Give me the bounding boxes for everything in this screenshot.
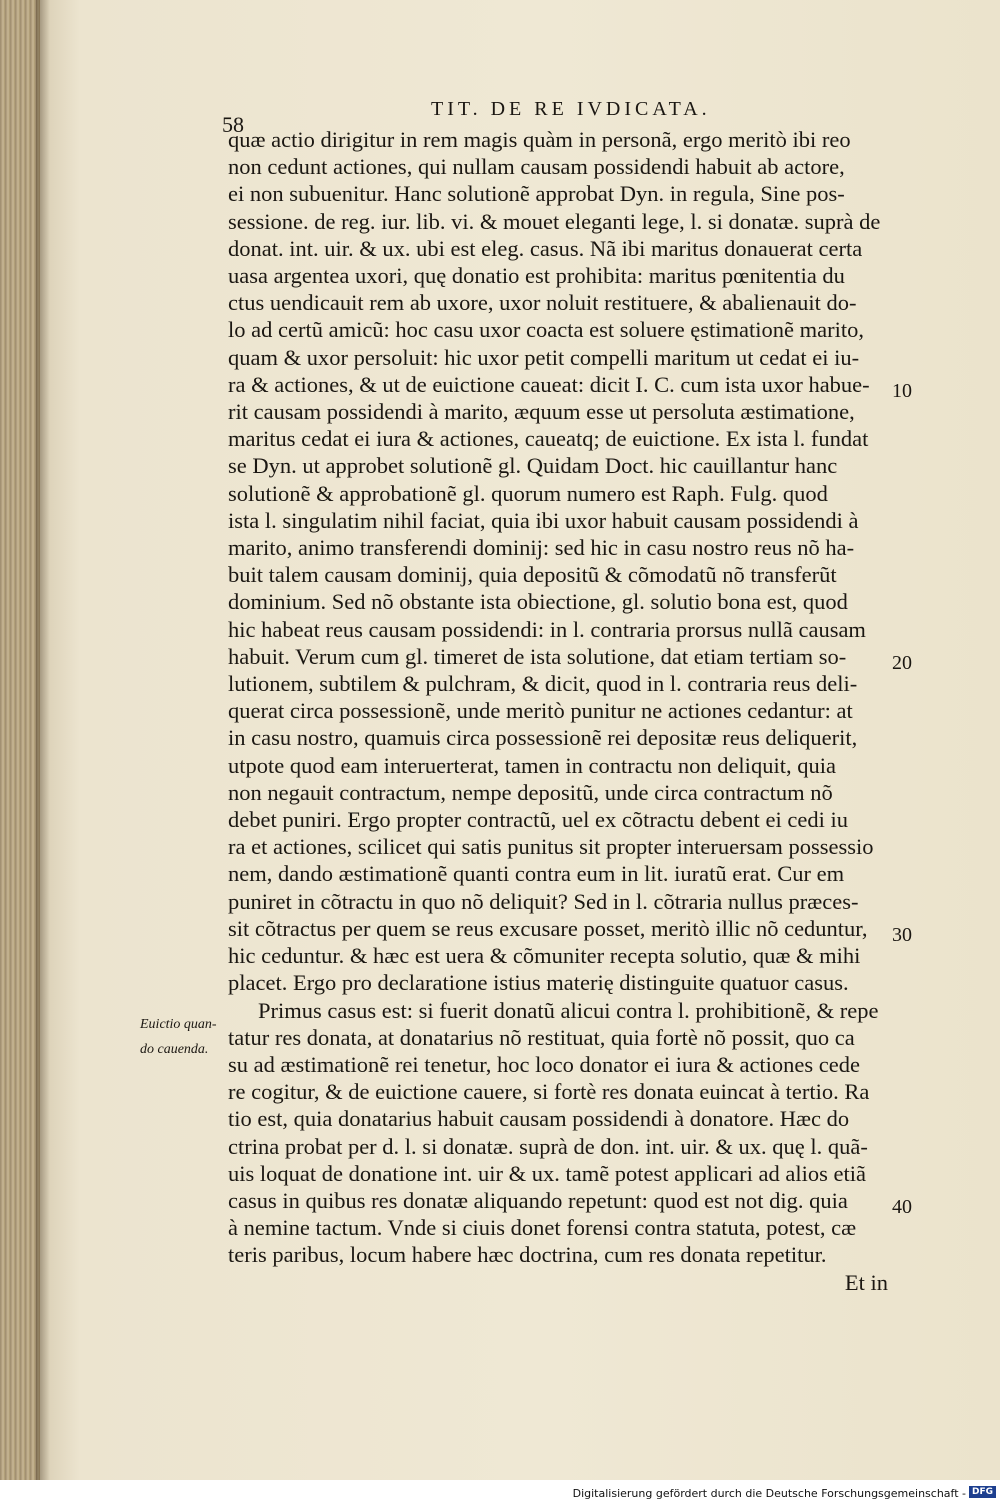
text-line: non cedunt actiones, qui nullam causam possidendi habuit ab actore, bbox=[228, 154, 845, 180]
text-line: rit causam possidendi à marito, æquum esse ut persoluta æstimatione, bbox=[228, 399, 855, 425]
text-line: quæ actio dirigitur in rem magis quàm in personã, ergo meritò ibi reo bbox=[228, 127, 851, 152]
line-number-20: 20 bbox=[892, 652, 912, 674]
text-line: lutionem, subtilem & pulchram, & dicit, quod in l. contraria reus deli- bbox=[228, 671, 858, 697]
text-line: puniret in cõtractu in quo nõ deliquit? Sed in l. cõtraria nullus præces- bbox=[228, 888, 859, 914]
text-line: querat circa possessionẽ, unde meritò punitur ne actiones cedantur: at bbox=[228, 698, 853, 724]
line-number-30: 30 bbox=[892, 924, 912, 946]
line-number-10: 10 bbox=[892, 380, 912, 402]
body-text bbox=[228, 126, 888, 1296]
text-line: hic ceduntur. & hæc est uera & cõmuniter recepta solutio, quæ & mihi bbox=[228, 943, 861, 969]
text-line: sessione. de reg. iur. lib. vi. & mouet eleganti lege, l. si donatæ. suprà de bbox=[228, 208, 881, 234]
text-line: dominium. Sed nõ obstante ista obiectione, gl. solutio bona est, quod bbox=[228, 589, 848, 615]
text-line: teris paribus, locum habere hæc doctrina, cum res donata repetitur. bbox=[228, 1242, 827, 1268]
book-edge bbox=[0, 0, 40, 1480]
text-line: se Dyn. ut approbet solutionẽ gl. Quidam Doct. hic cauillantur hanc bbox=[228, 453, 838, 479]
page-number: 58 bbox=[222, 112, 244, 137]
running-head: TIT. DE RE IVDICATA. bbox=[431, 98, 711, 120]
text-line: re cogitur, & de euictione cauere, si fortè res donata euincat à tertio. Ra bbox=[228, 1079, 870, 1105]
text-line: non negauit contractum, nempe depositũ, unde circa contractum nõ bbox=[228, 779, 833, 805]
dfg-logo: DFG bbox=[969, 1486, 996, 1498]
text-line: nem, dando æstimationẽ quanti contra eum in lit. iuratũ erat. Cur em bbox=[228, 861, 845, 887]
text-line: solutionẽ & approbationẽ gl. quorum numero est Raph. Fulg. quod bbox=[228, 480, 828, 506]
text-line: Primus casus est: si fuerit donatũ alicui contra l. prohibitionẽ, & repe bbox=[258, 997, 879, 1023]
margin-note-line-2: do cauenda. bbox=[140, 1042, 209, 1057]
text-line: lo ad certũ amicũ: hoc casu uxor coacta est soluere ęstimationẽ marito, bbox=[228, 317, 865, 343]
text-line: donat. int. uir. & ux. ubi est eleg. casus. Nã ibi maritus donauerat certa bbox=[228, 235, 863, 261]
text-line: sit cõtractus per quem se reus excusare posset, meritò illic nõ ceduntur, bbox=[228, 915, 868, 941]
text-line: ista l. singulatim nihil faciat, quia ibi uxor habuit causam possidendi à bbox=[228, 507, 859, 533]
gutter-shadow bbox=[36, 0, 50, 1480]
text-line: ctrina probat per d. l. si donatæ. suprà de don. int. uir. & ux. quę l. quã- bbox=[228, 1133, 868, 1159]
text-line: ra & actiones, & ut de euictione caueat: dicit I. C. cum ista uxor habue- bbox=[228, 371, 870, 397]
text-line: quam & uxor persoluit: hic uxor petit compelli maritum ut cedat ei iu- bbox=[228, 344, 860, 370]
text-line: marito, animo transferendi dominij: sed hic in casu nostro reus nõ ha- bbox=[228, 535, 855, 561]
margin-note-line-1: Euictio quan- bbox=[140, 1017, 217, 1032]
text-line: uis loquat de donatione int. uir & ux. tamẽ potest applicari ad alios etiã bbox=[228, 1160, 866, 1186]
text-line: ctus uendicauit rem ab uxore, uxor noluit restituere, & abalienauit do- bbox=[228, 290, 857, 316]
text-line: ra et actiones, scilicet qui satis punitus sit propter interuersam possessio bbox=[228, 834, 874, 860]
text-line: utpote quod eam interuerterat, tamen in contractu non deliquit, quia bbox=[228, 752, 836, 778]
text-line: buit talem causam dominij, quia depositũ & cõmodatũ nõ transferũt bbox=[228, 562, 837, 588]
text-line: casus in quibus res donatæ aliquando repetunt: quod est not dig. quia bbox=[228, 1187, 848, 1213]
text-line: maritus cedat ei iura & actiones, caueatq; de euictione. Ex ista l. fundat bbox=[228, 426, 869, 452]
text-line: uasa argentea uxori, quę donatio est prohibita: maritus pœnitentia du bbox=[228, 263, 845, 289]
text-line: placet. Ergo pro declaratione istius materię distinguite quatuor casus. bbox=[228, 970, 849, 996]
text-line: tatur res donata, at donatarius nõ restituat, quia fortè nõ possit, quo ca bbox=[228, 1024, 855, 1050]
text-line: tio est, quia donatarius habuit causam possidendi à donatore. Hæc do bbox=[228, 1106, 850, 1132]
text-line: ei non subuenitur. Hanc solutionẽ approbat Dyn. in regula, Sine pos- bbox=[228, 181, 845, 207]
text-line: in casu nostro, quamuis circa possessionẽ rei depositæ reus deliquerit, bbox=[228, 725, 858, 751]
text-line: debet puniri. Ergo propter contractũ, uel ex cõtractu debent ei cedi iu bbox=[228, 807, 848, 833]
text-line: habuit. Verum cum gl. timeret de ista solutione, dat etiam tertiam so- bbox=[228, 643, 847, 669]
footer-credit: Digitalisierung gefördert durch die Deutsche Forschungsgemeinschaft - bbox=[572, 1487, 966, 1500]
catchword: Et in bbox=[844, 1269, 888, 1295]
text-line: à nemine tactum. Vnde si ciuis donet forensi contra statuta, potest, cæ bbox=[228, 1215, 857, 1241]
line-number-40: 40 bbox=[892, 1196, 912, 1218]
text-line: hic habeat reus causam possidendi: in l. contraria prorsus nullã causam bbox=[228, 616, 866, 642]
text-line: su ad æstimationẽ rei tenetur, hoc loco donator ei iura & actiones cede bbox=[228, 1051, 861, 1077]
